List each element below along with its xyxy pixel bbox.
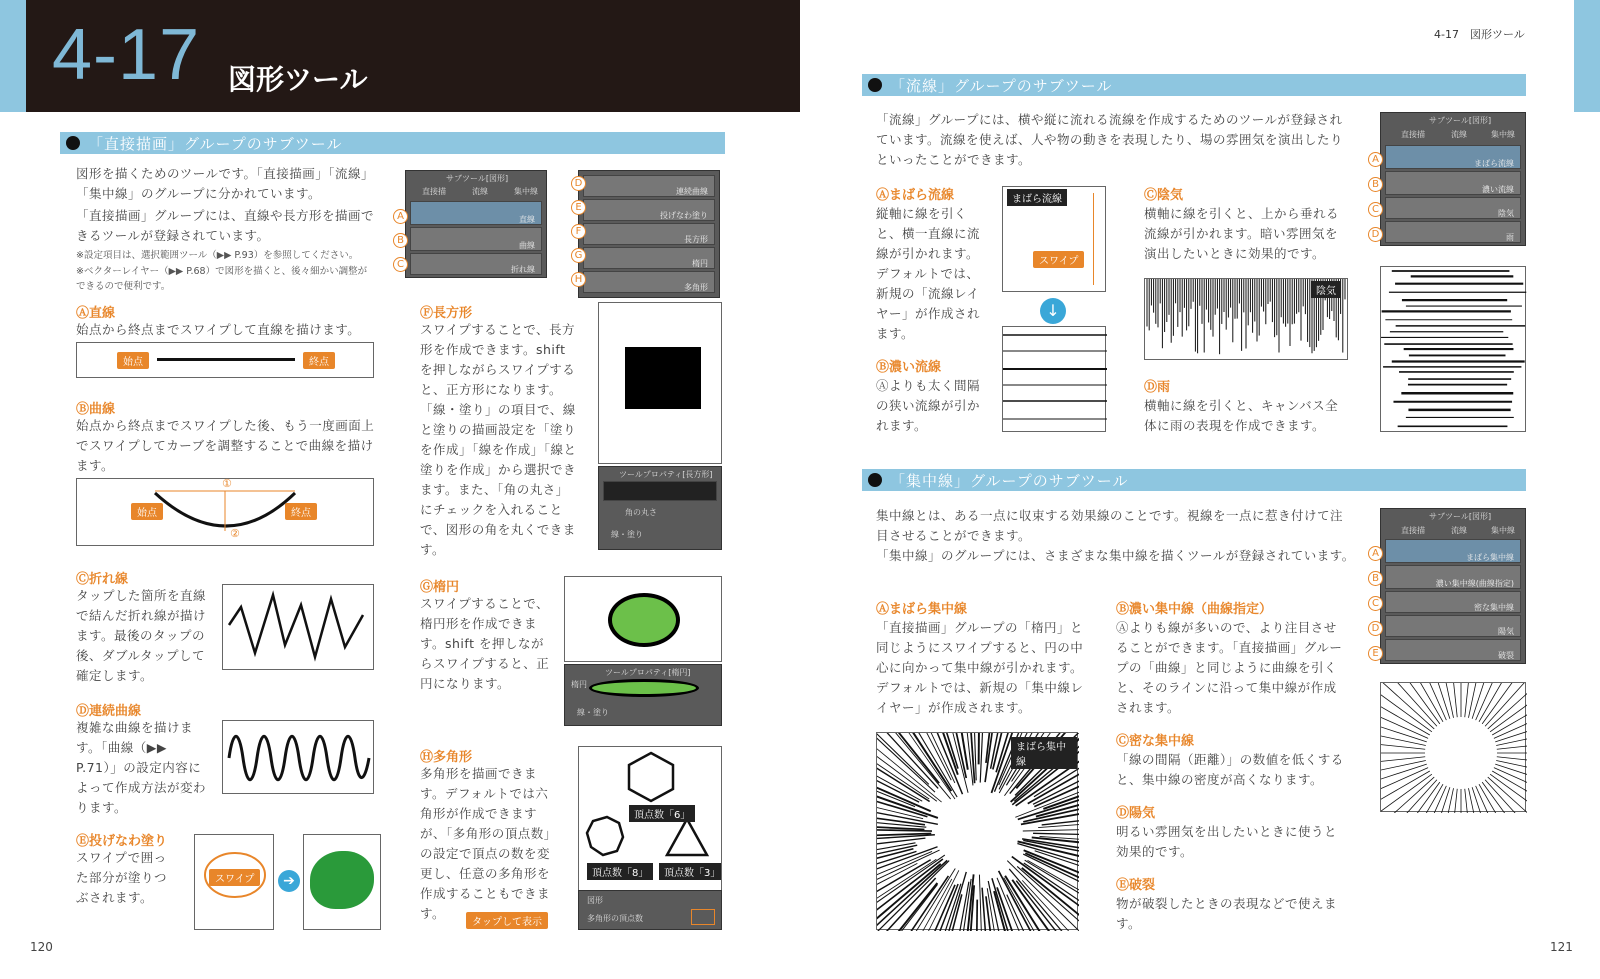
conc-c-heading: Ⓒ密な集中線	[1116, 734, 1195, 749]
panel-item-line[interactable]: 直線	[410, 201, 542, 225]
continuous-curve-example-box	[222, 720, 374, 794]
conc-intro-1: 集中線とは、ある一点に収束する効果線のことです。視線を一点に惹き付けて注目させることができます。	[876, 508, 1344, 543]
curve-end-tag: 終点	[285, 503, 317, 520]
tool-f-text: スワイプすることで、長方形を作成できます。shift を押しながらスワイプすると、正方形になります。「線・塗り」の項目で、線と塗りの描画設定を「塗りを作成」「線を作成」「線と塗りを作成」から選択できます。また、「角の丸さ」にチェックを入れることで、図形の角を丸くできます。	[420, 322, 577, 557]
panel-title: サブツール[図形]	[446, 174, 509, 183]
subtool-panel-direct-2	[578, 170, 720, 298]
section-bullet-icon	[868, 473, 882, 487]
panel-item-continuous-curve[interactable]: 連続曲線	[583, 175, 715, 197]
flow-d-text: 横軸に線を引くと、キャンバス全体に雨の表現を作成できます。	[1144, 398, 1339, 433]
section-title: 「直接描画」グループのサブツール	[88, 134, 343, 153]
tool-a-heading: Ⓐ直線	[76, 306, 116, 321]
rect-prop-title: ツールプロパティ[長方形]	[619, 470, 713, 479]
polygon-example-box	[578, 746, 722, 896]
polygon-prop-shape: 図形	[587, 896, 603, 905]
flow-a-text: 縦軸に線を引くと、横一直線に流線が引かれます。デフォルトでは、新規の「流線レイヤー」が作成されます。	[876, 206, 981, 341]
panel-item-polygon[interactable]: 多角形	[583, 271, 715, 293]
conc-intro-2: 「集中線」のグループには、さまざまな集中線を描くツールが登録されています。	[876, 548, 1355, 563]
tool-c-heading: Ⓒ折れ線	[76, 572, 129, 587]
rect-prop-field[interactable]	[603, 481, 717, 501]
conc-marker-e: E	[1368, 646, 1383, 661]
sparse-flow-lines	[1003, 327, 1107, 433]
flow-c-heading: Ⓒ陰気	[1144, 188, 1184, 203]
section-bar-concentrated	[862, 469, 1526, 491]
ellipse-tool-property	[564, 664, 722, 726]
line-example-box	[76, 342, 374, 378]
flow-tab-flow[interactable]: 流線	[1451, 130, 1467, 139]
conc-marker-a: A	[1368, 546, 1383, 561]
marker-g: G	[571, 248, 586, 263]
flow-a-heading: Ⓐまばら流線	[876, 188, 955, 203]
tap-to-show-tag: タップして表示	[466, 912, 548, 929]
arrow-right-icon: ➔	[278, 870, 300, 892]
panel-item-rectangle[interactable]: 長方形	[583, 223, 715, 245]
straight-line	[157, 358, 295, 361]
conc-e-heading: Ⓔ破裂	[1116, 878, 1156, 893]
flow-swipe-tag: スワイプ	[1033, 251, 1084, 268]
rectangle-tool-property	[598, 466, 722, 550]
filled-shape	[310, 851, 374, 909]
marker-e: E	[571, 200, 586, 215]
sparse-flow-tag: まばら流線	[1007, 189, 1067, 206]
flow-item-sparse[interactable]: まばら流線	[1385, 145, 1521, 169]
ellipse-prop-row2: 線・塗り	[577, 708, 609, 717]
panel-item-ellipse[interactable]: 楕円	[583, 247, 715, 269]
sparse-conc-tag: まばら集中線	[1011, 737, 1077, 769]
gloom-example-box	[1144, 278, 1348, 360]
marker-h: H	[571, 272, 586, 287]
rect-prop-line-fill: 線・塗り	[611, 530, 643, 539]
sparse-concentrated-box	[876, 732, 1078, 930]
left-edge-blue-strip	[0, 0, 26, 112]
polygon-prop-vertices: 多角形の頂点数	[587, 914, 643, 923]
page-number-left: 120	[30, 940, 53, 954]
conc-illustration-art	[1381, 683, 1527, 813]
flow-subtool-panel	[1380, 112, 1526, 246]
panel-item-polyline[interactable]: 折れ線	[410, 253, 542, 275]
tool-d-text: 複雑な曲線を描けます。「曲線（▶▶ P.71）」の設定内容によって作成方法が変わります。	[76, 720, 207, 815]
conc-a-heading: Ⓐまばら集中線	[876, 602, 968, 617]
vertex-8-tag: 頂点数「8」	[587, 863, 653, 880]
marker-d: D	[571, 176, 586, 191]
conc-tab-concentrated[interactable]: 集中線	[1491, 526, 1515, 535]
conc-tab-flow[interactable]: 流線	[1451, 526, 1467, 535]
conc-item-cheerful[interactable]: 陽気	[1385, 615, 1521, 637]
section-bar-direct	[60, 132, 725, 154]
flow-item-dense[interactable]: 濃い流線	[1385, 171, 1521, 195]
flow-illustration-lines	[1381, 267, 1527, 433]
section-bullet-icon	[868, 78, 882, 92]
conc-marker-d: D	[1368, 621, 1383, 636]
conc-marker-c: C	[1368, 596, 1383, 611]
vertex-stepper[interactable]	[691, 909, 715, 925]
page-number-right: 121	[1550, 940, 1573, 954]
panel-tab-flow[interactable]: 流線	[472, 187, 488, 196]
note-2: ※ベクターレイヤー（▶▶ P.68）で図形を描くと、後々細かい調整ができるので便利です。	[76, 266, 368, 292]
conc-e-text: 物が破裂したときの表現などで使えます。	[1116, 896, 1338, 931]
running-head: 4-17 図形ツール	[1434, 28, 1525, 41]
chapter-title: 図形ツール	[228, 63, 368, 96]
flow-tab-concentrated[interactable]: 集中線	[1491, 130, 1515, 139]
conc-item-burst[interactable]: 破裂	[1385, 639, 1521, 661]
flow-marker-c: C	[1368, 202, 1383, 217]
curve-example-box	[76, 478, 374, 546]
step-2-marker: ②	[230, 527, 240, 540]
gloom-tag: 陰気	[1311, 281, 1341, 298]
section-bar-flow	[862, 74, 1526, 96]
flow-tab-direct[interactable]: 直接描	[1401, 130, 1425, 139]
conc-d-text: 明るい雰囲気を出したいときに使うと効果的です。	[1116, 824, 1338, 859]
flow-item-gloom[interactable]: 陰気	[1385, 197, 1521, 219]
conc-a-text: 「直接描画」グループの「楕円」と同じようにスワイプすると、円の中心に向かって集中線が引かれます。デフォルトでは、新規の「集中線レイヤー」が作成されます。	[876, 620, 1084, 715]
flow-marker-a: A	[1368, 152, 1383, 167]
flow-d-heading: Ⓓ雨	[1144, 380, 1171, 395]
marker-b: B	[393, 233, 408, 248]
conc-b-text: Ⓐよりも線が多いので、より注目させることができます。「直接描画」グループの「曲線」と同じように曲線を引くと、そのラインに沿って集中線が作成されます。	[1116, 620, 1343, 715]
tool-h-text: 多角形を描画できます。デフォルトでは六角形が作成できますが、「多角形の頂点数」の設定で頂点の数を変更し、任意の多角形を作成することもできます。	[420, 766, 557, 921]
arrow-down-icon: ↓	[1040, 298, 1066, 324]
tool-b-text: 始点から終点までスワイプした後、もう一度画面上でスワイプしてカーブを調整することで曲線を描けます。	[76, 418, 375, 473]
sparse-flow-after-box	[1002, 326, 1106, 432]
start-tag: 始点	[117, 352, 149, 369]
conc-d-heading: Ⓓ陽気	[1116, 806, 1156, 821]
flow-intro: 「流線」グループには、横や縦に流れる流線を作成するためのツールが登録されています。流線を使えば、人や物の動きを表現したり、場の雰囲気を演出したりといったことができます。	[876, 112, 1344, 167]
tool-g-text: スワイプすることで、楕円形を作成できます。shift を押しながらスワイプすると、正円になります。	[420, 596, 550, 691]
conc-item-tight[interactable]: 密な集中線	[1385, 591, 1521, 613]
polyline-example-box	[222, 584, 374, 670]
panel-tab-direct[interactable]: 直接描	[422, 187, 446, 196]
wave-illustration	[223, 721, 375, 795]
swipe-arrow-line	[1093, 193, 1094, 285]
flow-marker-b: B	[1368, 177, 1383, 192]
ellipse-prop-title: ツールプロパティ[楕円]	[605, 668, 691, 677]
sparse-flow-before-box	[1002, 186, 1106, 292]
vertex-3-tag: 頂点数「3」	[659, 863, 721, 880]
flow-b-text: Ⓐよりも太く間隔の狭い流線が引かれます。	[876, 378, 981, 433]
tool-h-heading: Ⓗ多角形	[420, 750, 473, 765]
conc-item-sparse[interactable]: まばら集中線	[1385, 539, 1521, 563]
chapter-number: 4-17	[52, 15, 201, 95]
section-title-concentrated: 「集中線」グループのサブツール	[890, 471, 1129, 490]
marker-a: A	[393, 209, 408, 224]
lasso-before-box	[194, 834, 274, 930]
tool-c-text: タップした箇所を直線で結んだ折れ線が描けます。最後のタップの後、ダブルタップして確定します。	[76, 588, 207, 683]
tool-f-heading: Ⓕ長方形	[420, 306, 473, 321]
section-title-flow: 「流線」グループのサブツール	[890, 76, 1113, 95]
conc-panel-title: サブツール[図形]	[1429, 512, 1492, 521]
chapter-header	[26, 0, 800, 112]
tool-e-heading: Ⓔ投げなわ塗り	[76, 834, 168, 849]
right-edge-blue-strip	[1574, 0, 1600, 112]
intro-text-1: 図形を描くためのツールです。「直接描画」「流線」「集中線」のグループに分かれています。	[76, 166, 375, 201]
end-tag: 終点	[303, 352, 335, 369]
tool-d-heading: Ⓓ連続曲線	[76, 704, 142, 719]
panel-item-lasso-fill[interactable]: 投げなわ塗り	[583, 199, 715, 221]
flow-b-heading: Ⓑ濃い流線	[876, 360, 942, 375]
polygon-tool-property	[578, 890, 722, 930]
tool-b-heading: Ⓑ曲線	[76, 402, 116, 417]
conc-tab-direct[interactable]: 直接描	[1401, 526, 1425, 535]
marker-f: F	[571, 224, 586, 239]
rect-prop-corner: 角の丸さ	[625, 508, 657, 517]
flow-c-text: 横軸に線を引くと、上から垂れる流線が引かれます。暗い雰囲気を演出したいときに効果的です。	[1144, 206, 1340, 261]
lasso-swipe-tag: スワイプ	[209, 869, 260, 886]
step-1-marker: ①	[222, 477, 232, 490]
section-bullet-icon	[66, 136, 80, 150]
marker-c: C	[393, 257, 408, 272]
note-1: ※設定項目は、選択範囲ツール（▶▶ P.93）を参照してください。	[76, 250, 359, 261]
conc-c-text: 「線の間隔（距離）」の数値を低くすると、集中線の密度が高くなります。	[1116, 752, 1344, 787]
lasso-after-box	[303, 834, 381, 930]
tool-g-heading: Ⓖ楕円	[420, 580, 460, 595]
polyline-illustration	[223, 585, 375, 671]
flow-marker-d: D	[1368, 227, 1383, 242]
intro-text-2: 「直接描画」グループには、直線や長方形を描画できるツールが登録されています。	[76, 208, 375, 243]
conc-b-heading: Ⓑ濃い集中線（曲線指定）	[1116, 602, 1273, 617]
panel-tab-concentrated[interactable]: 集中線	[514, 187, 538, 196]
flow-panel-title: サブツール[図形]	[1429, 116, 1492, 125]
conc-item-dense-curve[interactable]: 濃い集中線(曲線指定)	[1385, 565, 1521, 589]
ellipse-prop-row1: 楕円	[571, 680, 587, 689]
ellipse-highlight	[589, 679, 699, 697]
conc-subtool-panel	[1380, 508, 1526, 664]
flow-manga-illustration	[1380, 266, 1526, 432]
tool-e-text: スワイプで囲った部分が塗りつぶされます。	[76, 850, 168, 905]
conc-marker-b: B	[1368, 571, 1383, 586]
tool-a-text: 始点から終点までスワイプして直線を描けます。	[76, 322, 361, 337]
flow-item-rain[interactable]: 雨	[1385, 221, 1521, 243]
rectangle-example-box	[598, 302, 722, 464]
vertex-6-tag: 頂点数「6」	[629, 805, 695, 822]
conc-manga-illustration	[1380, 682, 1526, 812]
curve-start-tag: 始点	[131, 503, 163, 520]
black-rectangle	[625, 347, 701, 409]
subtool-panel-direct	[405, 170, 547, 278]
ellipse-example-box	[564, 576, 722, 662]
green-ellipse	[608, 593, 680, 647]
panel-item-curve[interactable]: 曲線	[410, 227, 542, 251]
